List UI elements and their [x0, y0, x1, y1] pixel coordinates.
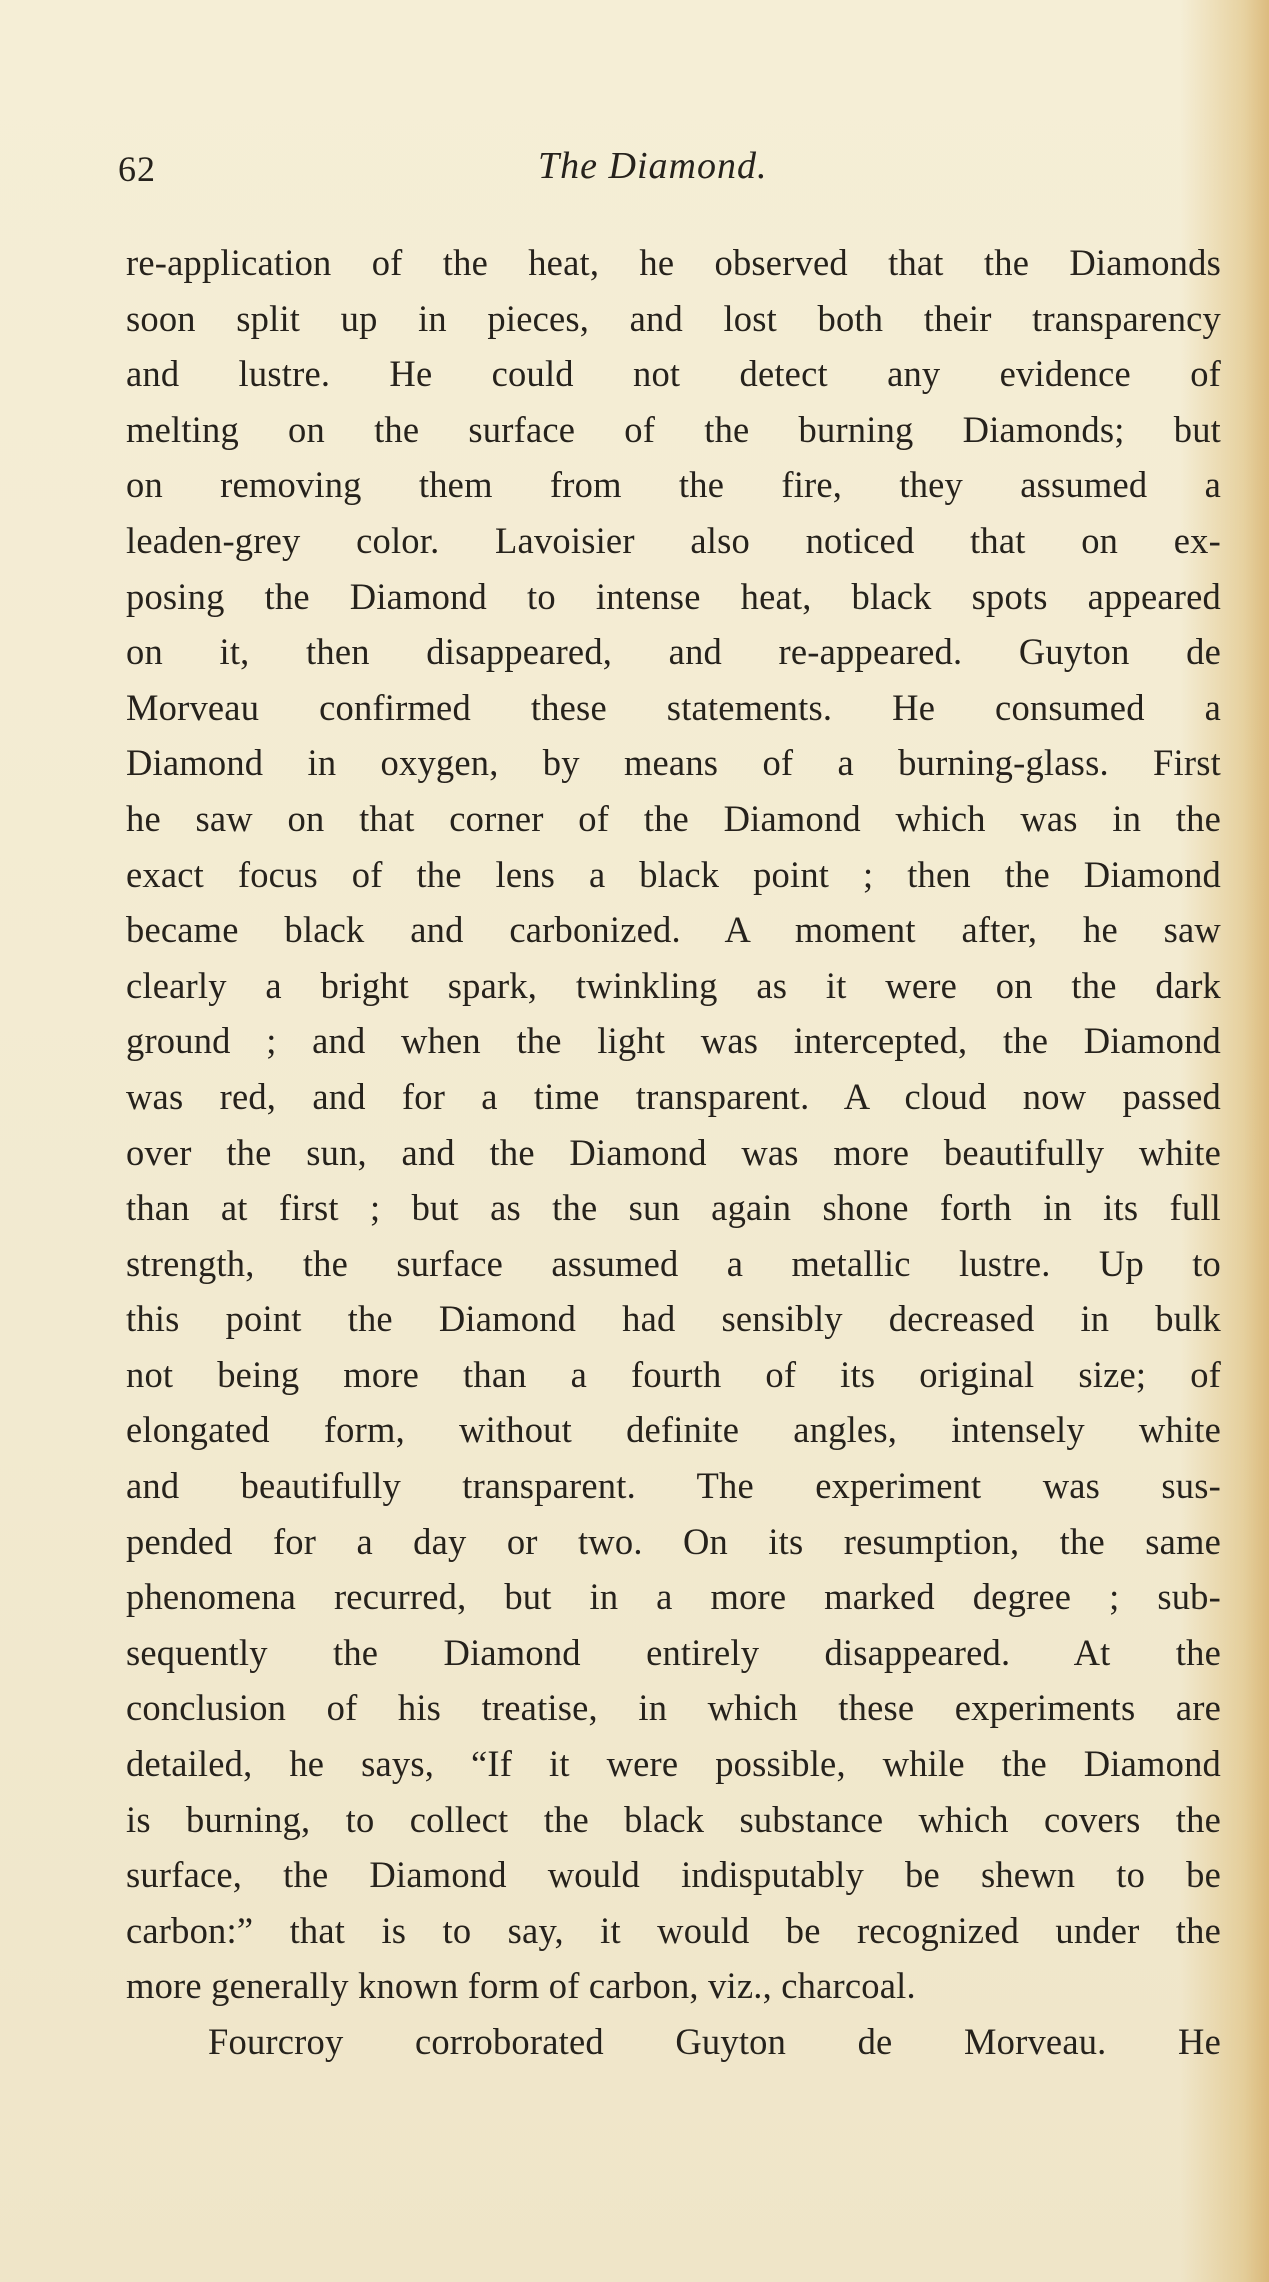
paragraph-end-line: more generally known form of carbon, viz., charcoal.: [126, 1965, 916, 2007]
text-line: is burning, to collect the black substance which covers the: [126, 1798, 1221, 1840]
text-line: Diamond in oxygen, by means of a burning-glass. First: [126, 742, 1221, 784]
text-line: on removing them from the fire, they assumed a: [126, 464, 1221, 506]
text-line: exact focus of the lens a black point ; then the Diamond: [126, 853, 1221, 895]
text-line: and beautifully transparent. The experiment was sus-: [126, 1465, 1221, 1507]
text-line: was red, and for a time transparent. A cloud now passed: [126, 1075, 1221, 1117]
text-line: posing the Diamond to intense heat, black spots appeared: [126, 575, 1221, 617]
paragraph-start-line: Fourcroy corroborated Guyton de Morveau. He: [208, 2021, 1221, 2062]
text-line: melting on the surface of the burning Diamonds; but: [126, 408, 1221, 450]
body-text: [126, 235, 1221, 2070]
text-line: than at first ; but as the sun again shone forth in its full: [126, 1187, 1221, 1229]
text-line: over the sun, and the Diamond was more beautifully white: [126, 1131, 1221, 1173]
running-head: [118, 140, 1218, 190]
page-number: 62: [118, 149, 156, 189]
text-line: on it, then disappeared, and re-appeared. Guyton de: [126, 631, 1221, 673]
text-line: surface, the Diamond would indisputably be shewn to be: [126, 1854, 1221, 1896]
text-line: not being more than a fourth of its original size; of: [126, 1353, 1221, 1395]
text-line: strength, the surface assumed a metallic lustre. Up to: [126, 1242, 1221, 1284]
text-line: carbon:” that is to say, it would be recognized under the: [126, 1909, 1221, 1951]
text-line: clearly a bright spark, twinkling as it were on the dark: [126, 964, 1221, 1006]
text-line: sequently the Diamond entirely disappeared. At the: [126, 1631, 1221, 1673]
text-line: became black and carbonized. A moment after, he saw: [126, 909, 1221, 951]
text-line: pended for a day or two. On its resumption, the same: [126, 1520, 1221, 1562]
text-line: he saw on that corner of the Diamond which was in the: [126, 797, 1221, 839]
text-line: and lustre. He could not detect any evidence of: [126, 353, 1221, 395]
text-line: phenomena recurred, but in a more marked degree ; sub-: [126, 1576, 1221, 1618]
text-line: this point the Diamond had sensibly decreased in bulk: [126, 1298, 1221, 1340]
text-line: soon split up in pieces, and lost both their transparency: [126, 297, 1221, 339]
text-line: detailed, he says, “If it were possible, while the Diamond: [126, 1743, 1221, 1785]
text-line: Morveau confirmed these statements. He consumed a: [126, 686, 1221, 728]
text-line: re-application of the heat, he observed that the Diamonds: [126, 242, 1221, 283]
running-title: The Diamond.: [538, 145, 768, 187]
text-line: leaden-grey color. Lavoisier also noticed that on ex-: [126, 519, 1221, 561]
text-line: conclusion of his treatise, in which these experiments are: [126, 1687, 1221, 1729]
text-line: ground ; and when the light was intercepted, the Diamond: [126, 1020, 1221, 1062]
text-line: elongated form, without definite angles, intensely white: [126, 1409, 1221, 1451]
